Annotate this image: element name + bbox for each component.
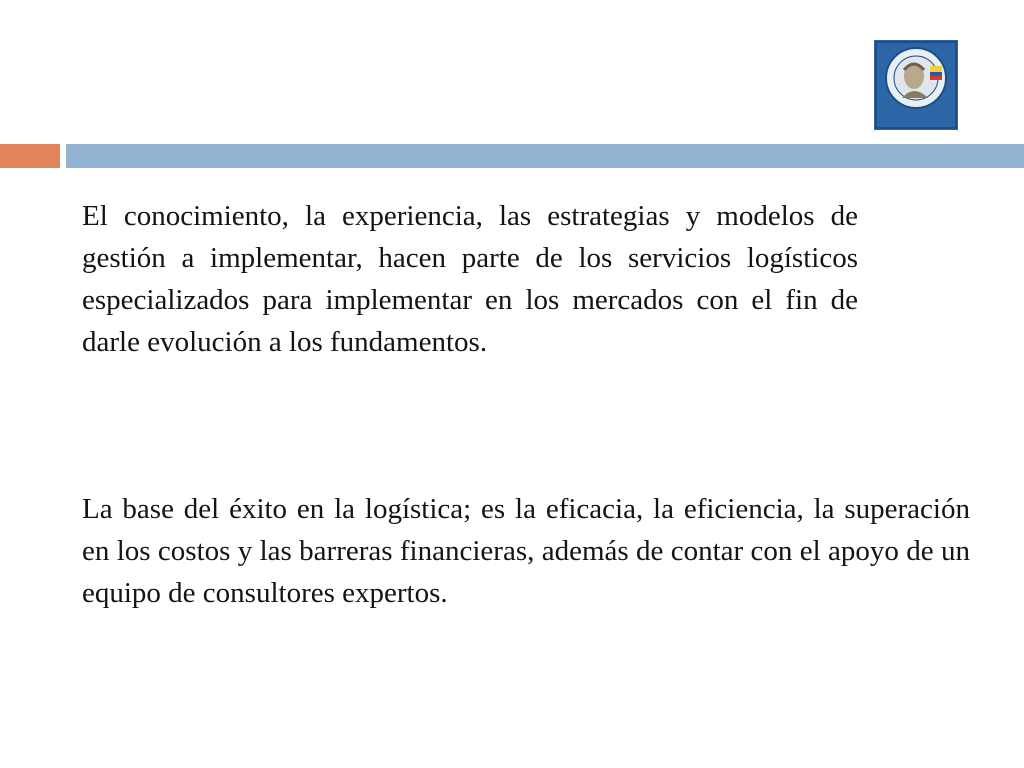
paragraph-2: La base del éxito en la logística; es la eficacia, la eficiencia, la superación en los costos y las barreras financieras, además de contar con el apoyo de un equipo de consultores expertos.: [82, 493, 970, 609]
umb-seal-icon: [874, 40, 958, 130]
paragraph-1: El conocimiento, la experiencia, las estrategias y modelos de gestión a implementar, hacen parte de los servicios logísticos especializados para implementar en los mercados con el fin de darle evolución a los fundamentos.: [82, 200, 858, 358]
accent-bar-blue: [66, 144, 1024, 168]
university-logo: [874, 40, 958, 130]
accent-bar-orange: [0, 144, 60, 168]
